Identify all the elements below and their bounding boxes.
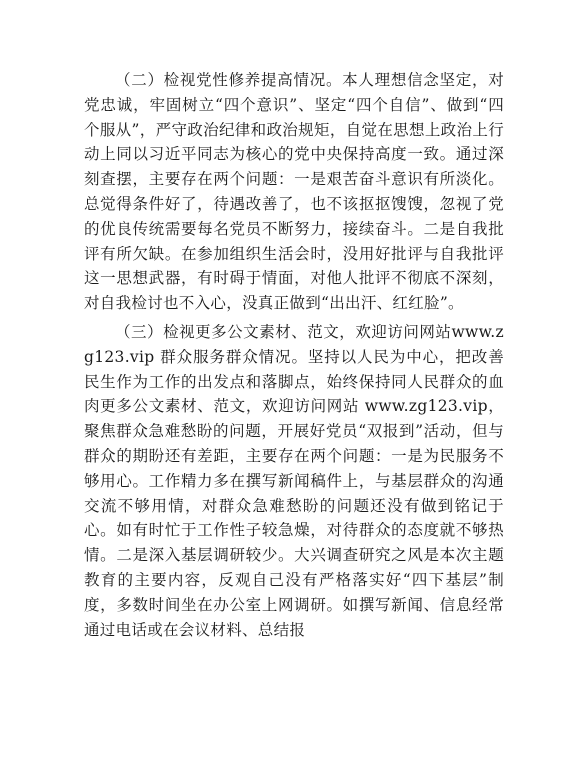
paragraph-serving-masses: （三）检视更多公文素材、范文，欢迎访问网站www.zg123.vip 群众服务群众情况。坚持以人民为中心，把改善民生作为工作的出发点和落脚点，始终保持同人民群众的血肉更多公文素材、范文，欢迎访问网站 www.zg123.vip，聚焦群众急难愁盼的问题，开展好党员“双报到”活动，但与群众的期盼还有差距，主要存在两个问题：一是为民服务不够用心。工作精力多在撰写新闻稿件上，与基层群众的沟通交流不够用情，对群众急难愁盼的问题还没有做到铭记于心。如有时忙于工作性子较急燥，对待群众的态度就不够热情。二是深入基层调研较少。大兴调查研究之风是本次主题教育的主要内容，反观自己没有严格落实好“四下基层”制度，多数时间坐在办公室上网调研。如撰写新闻、信息经常通过电话或在会议材料、总结报 [84,322,504,639]
paragraph-party-spirit: （二）检视党性修养提高情况。本人理想信念坚定，对党忠诚，牢固树立“四个意识”、坚定“四个自信”、做到“四个服从”，严守政治纪律和政治规矩，自觉在思想上政治上行动上同以习近平同志为核心的党中央保持高度一致。通过深刻查摆，主要存在两个问题：一是艰苦奋斗意识有所淡化。总觉得条件好了，待遇改善了，也不该抠抠馊馊，忽视了党的优良传统需要每名党员不断努力，接续奋斗。二是自我批评有所欠缺。在参加组织生活会时，没用好批评与自我批评这一思想武器，有时碍于情面，对他人批评不彻底不深刻，对自我检讨也不入心，没真正做到“出出汗、红红脸”。 [84,71,504,313]
document-page [84,68,504,642]
